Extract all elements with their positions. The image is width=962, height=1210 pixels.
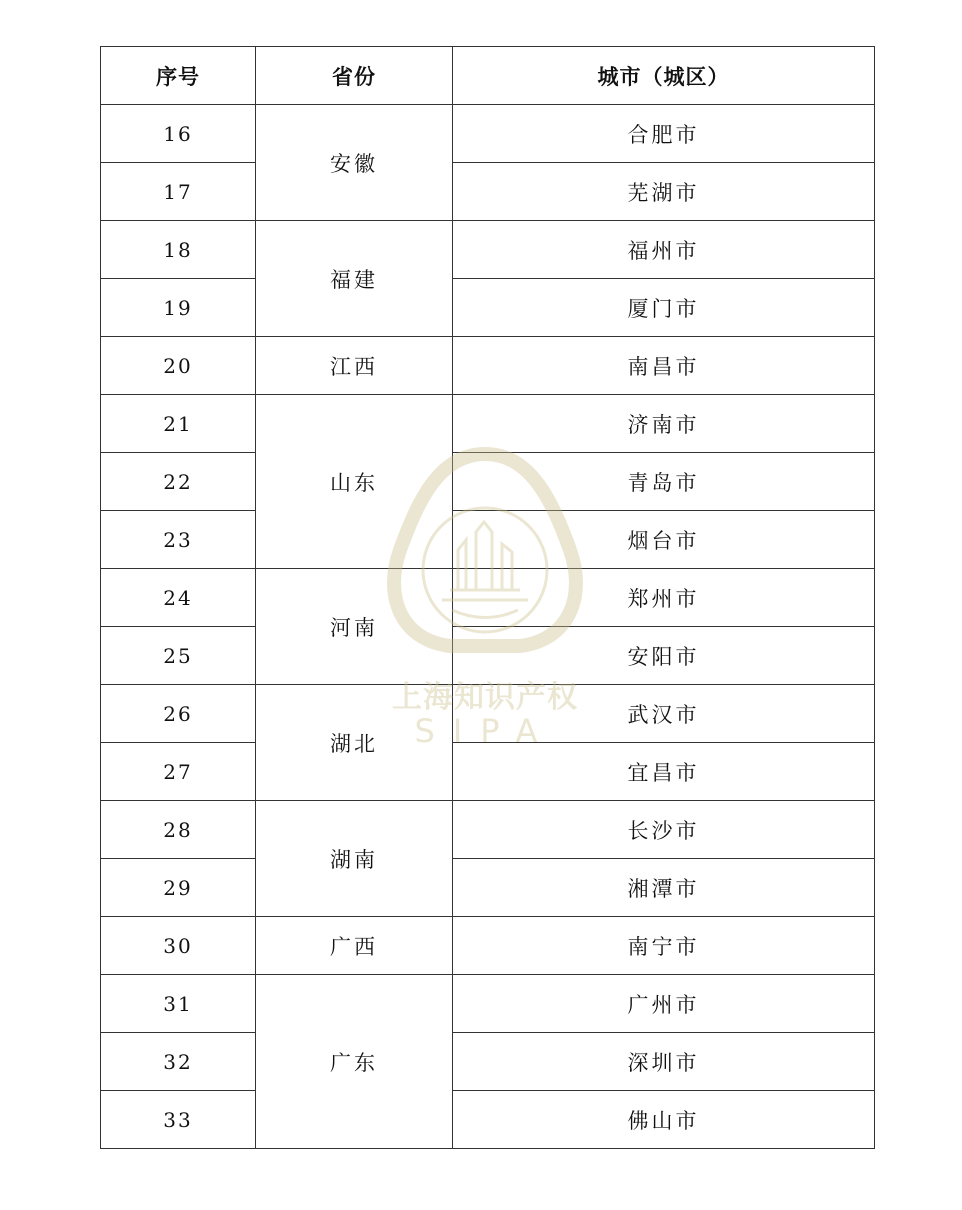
serial-number-cell: 20 — [101, 337, 256, 395]
table-row — [101, 221, 875, 279]
province-cell: 河南 — [256, 569, 453, 685]
table-row — [101, 569, 875, 627]
serial-number-cell: 33 — [101, 1091, 256, 1149]
table-row — [101, 337, 875, 395]
table-header-row — [101, 47, 875, 105]
city-cell: 郑州市 — [453, 569, 875, 627]
city-cell: 厦门市 — [453, 279, 875, 337]
serial-number-cell: 16 — [101, 105, 256, 163]
table-row — [101, 511, 875, 569]
table-row — [101, 1091, 875, 1149]
table-row — [101, 743, 875, 801]
serial-number-cell: 22 — [101, 453, 256, 511]
header-city: 城市（城区） — [453, 47, 875, 105]
province-cell: 江西 — [256, 337, 453, 395]
table-row — [101, 917, 875, 975]
table-row — [101, 163, 875, 221]
province-cell: 安徽 — [256, 105, 453, 221]
province-cell: 广西 — [256, 917, 453, 975]
table-row — [101, 627, 875, 685]
serial-number-cell: 18 — [101, 221, 256, 279]
city-cell: 湘潭市 — [453, 859, 875, 917]
serial-number-cell: 24 — [101, 569, 256, 627]
province-cell: 湖南 — [256, 801, 453, 917]
city-cell: 广州市 — [453, 975, 875, 1033]
city-cell: 南昌市 — [453, 337, 875, 395]
table-row — [101, 105, 875, 163]
city-table — [100, 46, 875, 1149]
table-row — [101, 801, 875, 859]
table-row — [101, 453, 875, 511]
serial-number-cell: 29 — [101, 859, 256, 917]
city-cell: 济南市 — [453, 395, 875, 453]
serial-number-cell: 23 — [101, 511, 256, 569]
city-cell: 武汉市 — [453, 685, 875, 743]
header-province: 省份 — [256, 47, 453, 105]
city-cell: 长沙市 — [453, 801, 875, 859]
header-serial-number: 序号 — [101, 47, 256, 105]
watermark-name: 上海知识产权 — [392, 680, 578, 715]
city-cell: 芜湖市 — [453, 163, 875, 221]
city-cell: 深圳市 — [453, 1033, 875, 1091]
serial-number-cell: 30 — [101, 917, 256, 975]
serial-number-cell: 31 — [101, 975, 256, 1033]
city-cell: 南宁市 — [453, 917, 875, 975]
city-cell: 合肥市 — [453, 105, 875, 163]
serial-number-cell: 25 — [101, 627, 256, 685]
province-cell: 福建 — [256, 221, 453, 337]
watermark-abbr: SIPA — [414, 712, 556, 750]
city-cell: 安阳市 — [453, 627, 875, 685]
table-row — [101, 975, 875, 1033]
city-cell: 宜昌市 — [453, 743, 875, 801]
table-row — [101, 279, 875, 337]
city-cell: 烟台市 — [453, 511, 875, 569]
serial-number-cell: 17 — [101, 163, 256, 221]
city-cell: 福州市 — [453, 221, 875, 279]
serial-number-cell: 19 — [101, 279, 256, 337]
city-cell: 佛山市 — [453, 1091, 875, 1149]
table-row — [101, 1033, 875, 1091]
province-cell: 广东 — [256, 975, 453, 1149]
province-cell: 山东 — [256, 395, 453, 569]
serial-number-cell: 26 — [101, 685, 256, 743]
table-row — [101, 685, 875, 743]
serial-number-cell: 27 — [101, 743, 256, 801]
table-row — [101, 859, 875, 917]
table-body — [101, 105, 875, 1149]
province-cell: 湖北 — [256, 685, 453, 801]
table-row — [101, 395, 875, 453]
city-cell: 青岛市 — [453, 453, 875, 511]
serial-number-cell: 21 — [101, 395, 256, 453]
serial-number-cell: 28 — [101, 801, 256, 859]
serial-number-cell: 32 — [101, 1033, 256, 1091]
